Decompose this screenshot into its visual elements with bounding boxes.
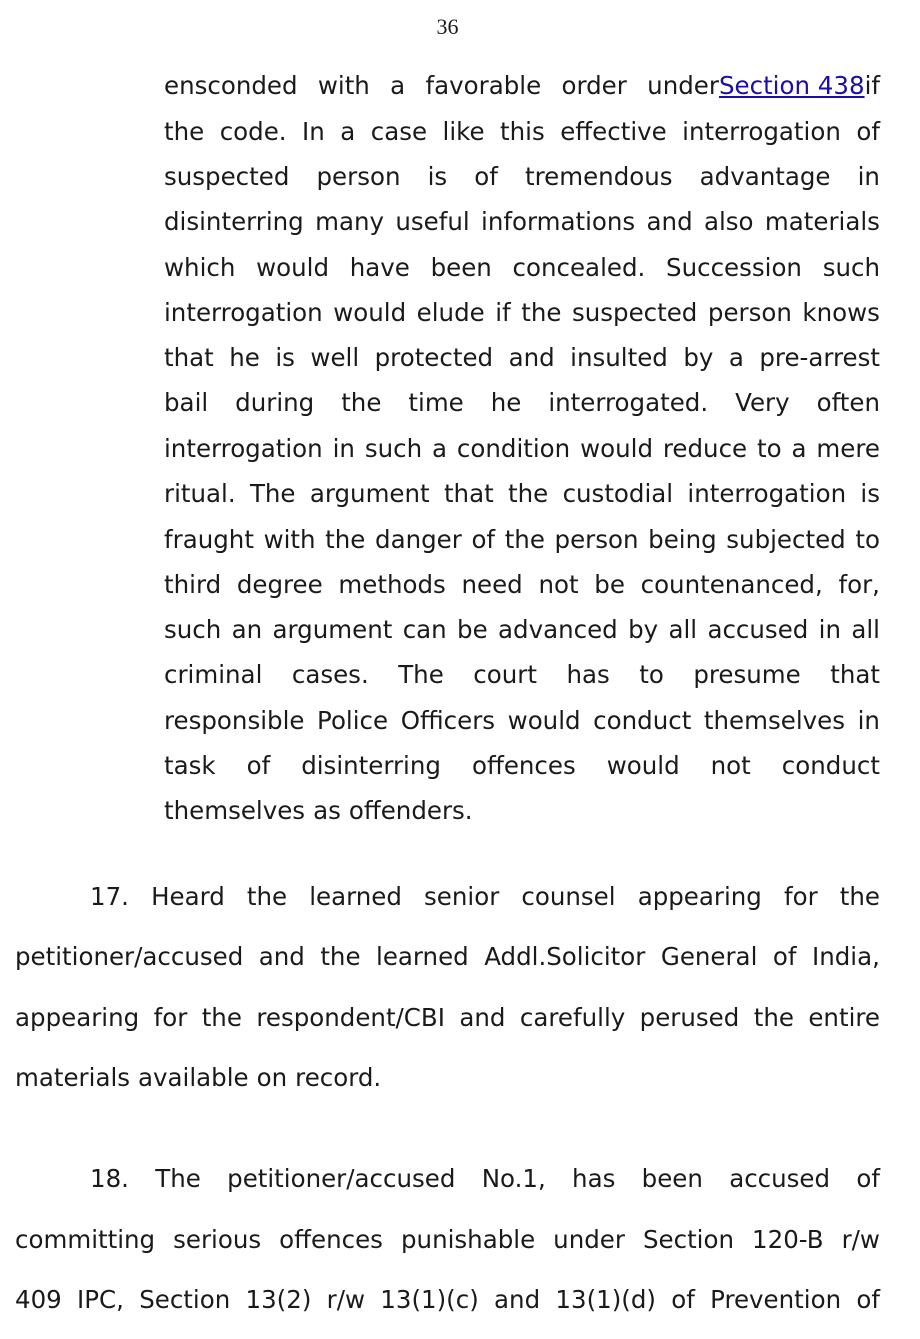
word: committing	[15, 1225, 156, 1254]
word: informations	[481, 207, 636, 236]
word: learned	[309, 882, 402, 911]
word: court	[473, 660, 537, 689]
word: ritual.	[164, 479, 236, 508]
word: the	[246, 882, 288, 911]
word: danger	[375, 525, 462, 554]
quote-line	[164, 525, 880, 555]
quote-line	[164, 343, 880, 373]
word: is	[427, 162, 448, 191]
word: many	[315, 207, 384, 236]
word: be	[594, 570, 625, 599]
word: bail	[164, 388, 209, 417]
word: of	[856, 1164, 880, 1193]
word: countenanced,	[640, 570, 823, 599]
word: he	[229, 343, 260, 372]
word: Prevention	[710, 1285, 842, 1314]
word: Section	[642, 1225, 734, 1254]
word: senior	[424, 882, 500, 911]
word: person	[316, 162, 401, 191]
quote-line	[164, 479, 880, 509]
word: that	[443, 479, 494, 508]
word: Officers	[400, 706, 496, 735]
word: such	[822, 253, 880, 282]
word: interrogation	[682, 117, 841, 146]
word: r/w	[326, 1285, 366, 1314]
word: elude	[416, 298, 485, 327]
word: themselves	[164, 796, 306, 825]
word: such	[364, 434, 423, 463]
word: knows	[802, 298, 880, 327]
paragraph-line	[15, 1003, 880, 1033]
word: such	[164, 615, 222, 644]
word: in	[857, 162, 880, 191]
word: India,	[811, 942, 880, 971]
word: presume	[693, 660, 801, 689]
word: of	[246, 751, 271, 780]
word: offences	[279, 1225, 383, 1254]
word: all	[851, 615, 880, 644]
word: In	[302, 117, 325, 146]
word: the	[320, 942, 361, 971]
word: No.1,	[481, 1164, 546, 1193]
word: degree	[236, 570, 323, 599]
word: offenders.	[348, 796, 473, 825]
word: interrogation	[687, 479, 847, 508]
paragraph-line	[15, 1063, 880, 1093]
word: disinterring	[164, 207, 304, 236]
word: by	[683, 343, 714, 372]
quote-line	[164, 207, 880, 237]
word: third	[164, 570, 222, 599]
word: responsible	[164, 706, 305, 735]
word: Very	[735, 388, 790, 417]
word: as	[313, 796, 341, 825]
word: methods	[338, 570, 446, 599]
word: is	[275, 343, 295, 372]
word: for,	[838, 570, 880, 599]
quote-word-group	[164, 71, 719, 101]
quote-line	[164, 71, 880, 101]
word: Heard	[151, 882, 225, 911]
word: reduce	[662, 434, 748, 463]
word: would	[507, 706, 581, 735]
word: case	[370, 117, 428, 146]
word: code.	[219, 117, 287, 146]
word: and	[258, 942, 305, 971]
word: effective	[560, 117, 667, 146]
word: 13(1)(c)	[380, 1285, 479, 1314]
word: the	[753, 1003, 794, 1032]
word: need	[461, 570, 523, 599]
word: also	[703, 207, 754, 236]
word: been	[641, 1164, 703, 1193]
word: a	[728, 343, 744, 372]
quote-line	[164, 388, 880, 418]
word: and	[508, 343, 555, 372]
word: in	[332, 434, 355, 463]
word: materials	[764, 207, 880, 236]
word: to	[639, 660, 664, 689]
word: advanced	[498, 615, 618, 644]
word: accused	[707, 615, 809, 644]
quote-line-1-text	[164, 71, 880, 101]
word: a	[340, 117, 356, 146]
word: 13(2)	[245, 1285, 312, 1314]
quote-line-1-after: if	[864, 71, 880, 100]
word: ensconded	[164, 71, 298, 100]
word: under	[553, 1225, 625, 1254]
word: person	[707, 298, 792, 327]
word: well	[310, 343, 360, 372]
word: a	[791, 434, 807, 463]
word: interrogated.	[548, 388, 709, 417]
word: entire	[808, 1003, 880, 1032]
quote-line	[164, 570, 880, 600]
word: punishable	[400, 1225, 536, 1254]
word: materials	[15, 1063, 131, 1092]
word: interrogation	[164, 434, 323, 463]
word: would	[333, 298, 407, 327]
word: available	[138, 1063, 249, 1092]
quote-line	[164, 751, 880, 781]
word: a	[390, 71, 406, 100]
word: which	[164, 253, 236, 282]
paragraph-line	[15, 1285, 880, 1315]
word: IPC,	[77, 1285, 124, 1314]
word: interrogation	[164, 298, 323, 327]
word: the	[164, 117, 205, 146]
word: on	[256, 1063, 288, 1092]
word: the	[839, 882, 880, 911]
word: tremendous	[525, 162, 673, 191]
word: Addl.Solicitor	[484, 942, 646, 971]
quote-line	[164, 615, 880, 645]
word: with	[317, 71, 370, 100]
word: mere	[816, 434, 880, 463]
word: offences	[471, 751, 576, 780]
word: of	[772, 942, 797, 971]
paragraph-line	[15, 942, 880, 972]
word: useful	[395, 207, 470, 236]
word: accused	[729, 1164, 831, 1193]
word: that	[830, 660, 880, 689]
word: respondent/CBI	[256, 1003, 445, 1032]
word: favorable	[425, 71, 542, 100]
word: appearing	[15, 1003, 140, 1032]
paragraph-line	[90, 882, 880, 912]
word: he	[490, 388, 522, 417]
word: being	[648, 525, 717, 554]
word: would	[256, 253, 330, 282]
word: that	[164, 343, 214, 372]
word: argument	[309, 479, 430, 508]
word: conduct	[593, 706, 692, 735]
word: condition	[456, 434, 571, 463]
word: serious	[173, 1225, 262, 1254]
word: of	[671, 1285, 695, 1314]
word: pre-arrest	[759, 343, 880, 372]
word: to	[757, 434, 782, 463]
word: of	[856, 1285, 880, 1314]
word: fraught	[164, 525, 254, 554]
word: in	[818, 615, 842, 644]
word: with	[263, 525, 316, 554]
word: of	[474, 162, 498, 191]
word: r/w	[841, 1225, 880, 1254]
quote-line	[164, 706, 880, 736]
word: for	[153, 1003, 188, 1032]
word: and	[646, 207, 693, 236]
quote-line	[164, 253, 880, 283]
word: in	[857, 706, 880, 735]
word: petitioner/accused	[227, 1164, 456, 1193]
word: suspected	[571, 298, 698, 327]
word: during	[235, 388, 315, 417]
word: task	[164, 751, 216, 780]
word: the	[508, 479, 549, 508]
word: person	[554, 525, 639, 554]
word: Section	[139, 1285, 231, 1314]
word: concealed.	[512, 253, 646, 282]
word: criminal	[164, 660, 263, 689]
word: The	[155, 1164, 201, 1193]
word: not	[538, 570, 579, 599]
word: is	[860, 479, 880, 508]
quote-line-1-before	[164, 71, 719, 101]
quote-line	[164, 434, 880, 464]
word: learned	[376, 942, 469, 971]
word: the	[325, 525, 366, 554]
word: order	[561, 71, 627, 100]
word: often	[816, 388, 880, 417]
word: the	[341, 388, 382, 417]
word: cases.	[291, 660, 369, 689]
page-number: 36	[436, 14, 459, 39]
word: the	[201, 1003, 242, 1032]
word: would	[580, 434, 653, 463]
word: time	[408, 388, 464, 417]
word: has	[566, 660, 610, 689]
word: protected	[374, 343, 494, 372]
word: counsel	[521, 882, 616, 911]
word: disinterring	[301, 751, 441, 780]
word: carefully	[519, 1003, 626, 1032]
word: insulted	[570, 343, 668, 372]
word: all	[668, 615, 698, 644]
word: would	[606, 751, 680, 780]
word: Succession	[666, 253, 802, 282]
word: suspected	[164, 162, 290, 191]
word: the	[504, 525, 545, 554]
word: subjected	[726, 525, 846, 554]
word: The	[398, 660, 444, 689]
word: for	[783, 882, 818, 911]
word: 17.	[90, 882, 129, 911]
paragraph-line	[90, 1164, 880, 1194]
word: be	[457, 615, 488, 644]
quote-line	[164, 298, 880, 328]
word: record.	[295, 1063, 382, 1092]
paragraph-line	[15, 1225, 880, 1255]
word: an	[231, 615, 263, 644]
word: argument	[272, 615, 393, 644]
word: has	[572, 1164, 616, 1193]
word: 120-B	[752, 1225, 824, 1254]
word: if	[495, 298, 511, 327]
word: a	[432, 434, 448, 463]
word: to	[855, 525, 880, 554]
word: 18.	[90, 1164, 129, 1193]
word: under	[647, 71, 719, 100]
word: of	[471, 525, 496, 554]
word: Police	[317, 706, 389, 735]
word: themselves	[703, 706, 845, 735]
word: by	[628, 615, 659, 644]
quote-line	[164, 660, 880, 690]
word: appearing	[637, 882, 762, 911]
word: 13(1)(d)	[555, 1285, 656, 1314]
word: not	[710, 751, 751, 780]
word: like	[442, 117, 485, 146]
quote-line	[164, 796, 880, 826]
word: petitioner/accused	[15, 942, 244, 971]
word: of	[856, 117, 880, 146]
word: the	[521, 298, 562, 327]
word: General	[660, 942, 758, 971]
word: conduct	[781, 751, 880, 780]
quote-line	[164, 117, 880, 147]
word: advantage	[699, 162, 831, 191]
word: can	[402, 615, 447, 644]
word: and	[459, 1003, 506, 1032]
word: and	[494, 1285, 541, 1314]
word: have	[349, 253, 410, 282]
word: perused	[639, 1003, 740, 1032]
word: The	[249, 479, 296, 508]
word: been	[430, 253, 492, 282]
word: 409	[15, 1285, 62, 1314]
word: custodial	[562, 479, 674, 508]
section-438-link[interactable]: Section 438	[718, 71, 865, 100]
word: this	[500, 117, 545, 146]
quote-line	[164, 162, 880, 192]
